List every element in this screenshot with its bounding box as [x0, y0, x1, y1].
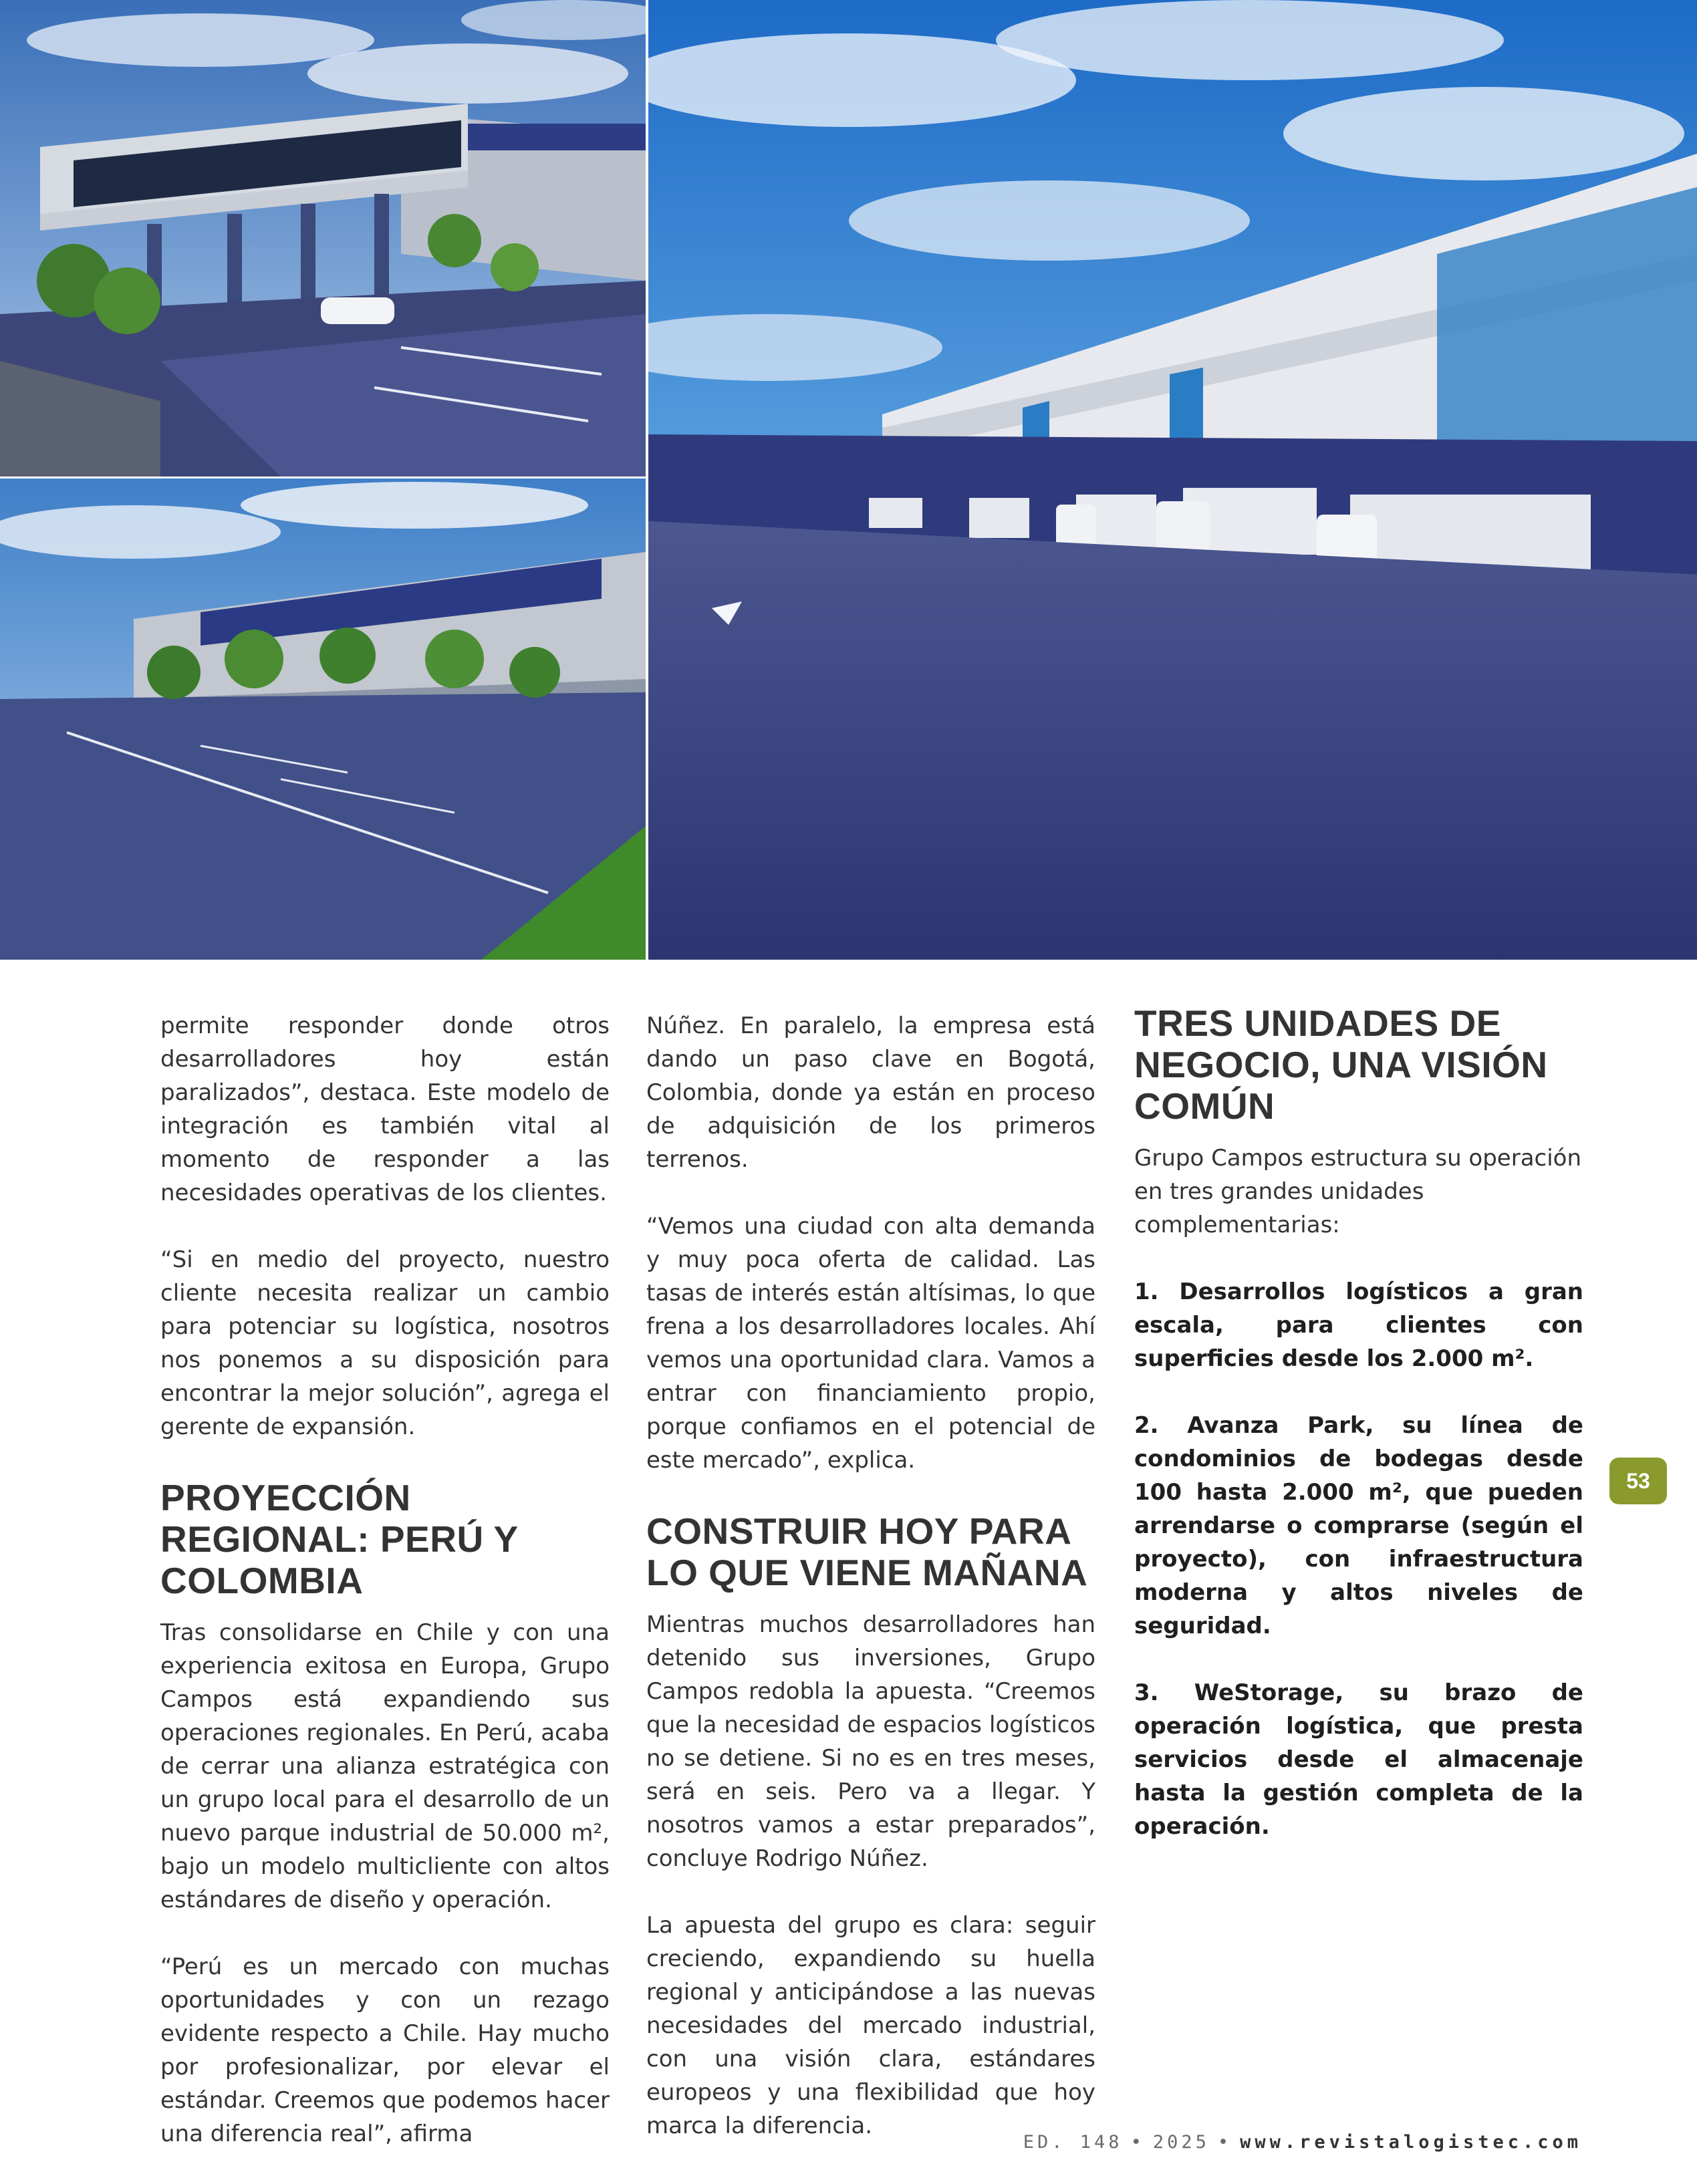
- photo-warehouse-loading-docks: [648, 0, 1697, 960]
- paragraph: “Si en medio del proyecto, nuestro cliente necesita realizar un cambio para potenciar su logística, nosotros nos ponemos a su disposición para encontrar la mejor solución”, agrega el gerente de expansión.: [160, 1246, 610, 1440]
- section-heading-construir-hoy: CONSTRUIR HOY PARA LO QUE VIENE MAÑANA: [646, 1510, 1088, 1593]
- paragraph: permite responder donde otros desarrolladores hoy están paralizados”, destaca. Este modelo de integración es también vital al momento de responder a las necesidades operativas de los clientes.: [160, 1012, 610, 1206]
- paragraph: “Perú es un mercado con muchas oportunidades y con un rezago evidente respecto a Chile. Hay mucho por profesionalizar, por elevar el estándar. Creemos que podemos hacer una diferencia real”, afirma: [160, 1953, 610, 2147]
- paragraph: “Vemos una ciudad con alta demanda y muy poca oferta de calidad. Las tasas de interés están altísimas, lo que frena a los desarrolladores locales. Ahí vemos una oportunidad clara. Vamos a entrar con financiamiento propio, porque confiamos en el potencial de este mercado”, explica.: [646, 1213, 1095, 1474]
- article-column-1: [160, 1009, 610, 2184]
- footer: [1023, 2132, 1582, 2153]
- paragraph: Núñez. En paralelo, la empresa está dando un paso clave en Bogotá, Colombia, donde ya están en proceso de adquisición de los primeros terrenos.: [646, 1012, 1095, 1173]
- page-number-badge: 53: [1609, 1458, 1667, 1504]
- photo-warehouse-parking: [0, 479, 646, 960]
- footer-separator: •: [1217, 2132, 1232, 2153]
- paragraph: Tras consolidarse en Chile y con una experiencia exitosa en Europa, Grupo Campos está expandiendo sus operaciones regionales. En Perú, acaba de cerrar una alianza estratégica con un grupo local para el desarrollo de un nuevo parque industrial de 50.000 m², bajo un modelo multicliente con altos estándares de diseño y operación.: [160, 1619, 610, 1913]
- footer-website-link[interactable]: www.revistalogistec.com: [1240, 2132, 1582, 2153]
- article-column-3: [1134, 1002, 1583, 1877]
- section-heading-proyeccion-regional: PROYECCIÓN REGIONAL: PERÚ Y COLOMBIA: [160, 1477, 518, 1601]
- article-column-2: [646, 1009, 1095, 2176]
- business-unit-item: 1. Desarrollos logísticos a gran escala, para clientes con superficies desde los 2.000 m².: [1134, 1278, 1583, 1372]
- paragraph: La apuesta del grupo es clara: seguir creciendo, expandiendo su huella regional y anticipándose a las nuevas necesidades del mercado industrial, con una visión clara, estándares europeos y una flexibilidad que hoy marca la diferencia.: [646, 1912, 1095, 2139]
- paragraph: Mientras muchos desarrolladores han detenido sus inversiones, Grupo Campos redobla la apuesta. “Creemos que la necesidad de espacios logísticos no se detiene. Si no es en tres meses, será en seis. Pero va a llegar. Y nosotros vamos a estar preparados”, concluye Rodrigo Núñez.: [646, 1611, 1095, 1872]
- paragraph: Grupo Campos estructura su operación en tres grandes unidades complementarias:: [1134, 1145, 1582, 1238]
- photo-office-building: [0, 0, 646, 476]
- business-unit-item: 2. Avanza Park, su línea de condominios de bodegas desde 100 hasta 2.000 m², que pueden arrendarse o comprarse (según el proyecto), con infraestructura moderna y altos niveles de seguridad.: [1134, 1412, 1583, 1639]
- footer-edition: ED. 148: [1023, 2132, 1123, 2153]
- section-heading-tres-unidades: TRES UNIDADES DE NEGOCIO, UNA VISIÓN COMÚN: [1134, 1002, 1548, 1127]
- footer-year: 2025: [1152, 2132, 1210, 2153]
- business-unit-item: 3. WeStorage, su brazo de operación logística, que presta servicios desde el almacenaje hasta la gestión completa de la operación.: [1134, 1679, 1583, 1840]
- footer-separator: •: [1130, 2132, 1145, 2153]
